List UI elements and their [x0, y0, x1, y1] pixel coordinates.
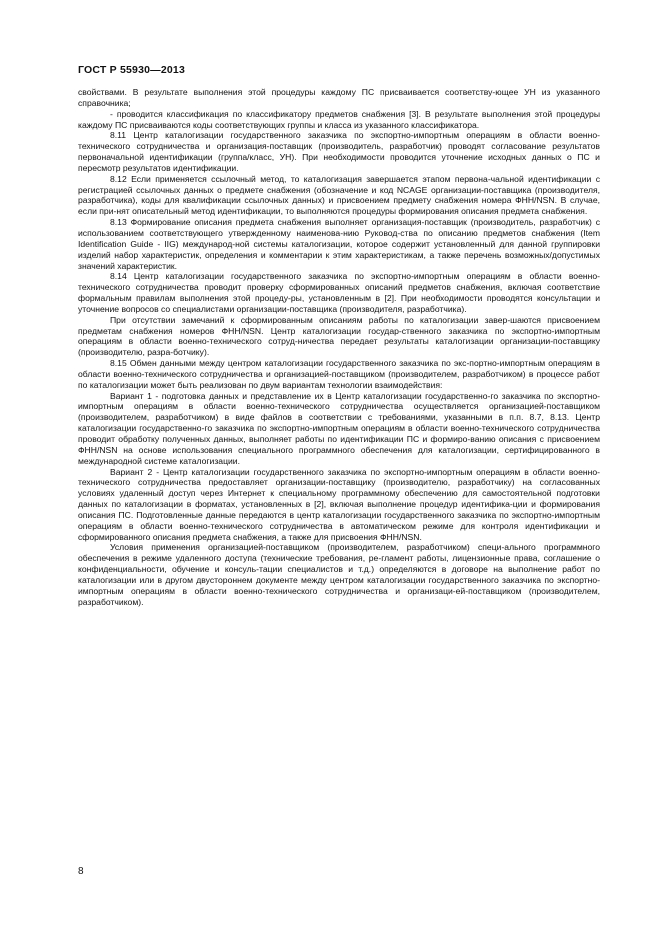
paragraph: 8.12 Если применяется ссылочный метод, то каталогизация завершается этапом первона-чальной идентификации с регистрацией ссылочных данных о предмете снабжения (обозначение и код NCAGE организации-поставщика (производителя, разработчика), коды для квалификации ссылочных данных) и присвоением предмету снабжения номера ФНН/NSN. В случае, если при-нят описательный метод идентификации, то выполняются процедуры формирования описания предмета снабжения.: [78, 173, 600, 217]
paragraph: Вариант 2 - Центр каталогизации государственного заказчика по экспортно-импортным операциям в области военно-технического сотрудничества предоставляет организации-поставщику (производителю, разработчику) на согласованных условиях удаленный доступ через Интернет к специальному программному обеспечению для самостоятельной подготовки данных по каталогизации в форматах, установленных в [2], включая выполнение процедур идентифика-ции и формирования описания ПС. Подготовленные данные передаются в центр каталогизации государственного заказчика по экспортно-импортным операциям в области военно-технического сотрудничества в автоматическом режиме для контроля идентификации и сформированного описания предмета снабжения, а также для присвоения ФНН/NSN.: [78, 466, 600, 542]
page-number: 8: [78, 866, 84, 877]
paragraph: Условия применения организацией-поставщиком (производителем, разработчиком) специ-ального программного обеспечения в режиме удаленного доступа (технические требования, ре-гламент работы, лицензионные права, соглашение о конфиденциальности, обучение и консуль-тации специалистов и т.д.) определяются в договоре на выполнение работ по каталогизации или в другом двустороннем документе между центром каталогизации государственного заказчика по экспортно-импортным операциям в области военно-технического сотрудничества и организаци-ей-поставщиком (производителем, разработчиком).: [78, 542, 600, 607]
paragraph: свойствами. В результате выполнения этой процедуры каждому ПС присваивается соответству-ющее УН из указанного справочника;: [78, 87, 600, 108]
paragraph: Вариант 1 - подготовка данных и представление их в Центр каталогизации государственно-го заказчика по экспортно-импортным операциям в области военно-технического сотрудничества осуществляется организацией-поставщиком (производителем, разработчиком) в виде файлов в соответствии с требованиями, указанными в п.п. 8.7, 8.13. Центр каталогизации государственно-го заказчика по экспортно-импортным операциям в области военно-технического сотрудничества проводит обработку полученных данных, выполняет работы по идентификации ПС и формиро-ванию описания с присвоением ФНН/NSN на основе использования специального программного обеспечения для каталогизации, сертифицированного в международной системе каталогизации.: [78, 390, 600, 466]
paragraph: 8.14 Центр каталогизации государственного заказчика по экспортно-импортным операциям в области военно-технического сотрудничества проводит проверку сформированных описаний предметов снабжения, включая соответствие формальным правилам выполнения этой процеду-ры, установленным в [2]. При необходимости проводятся консультации и уточнение вопросов со специалистами организации-поставщика (производителя, разработчика).: [78, 271, 600, 314]
paragraph: При отсутствии замечаний к сформированным описаниям работы по каталогизации завер-шаются присвоением предметам снабжения номеров ФНН/NSN. Центр каталогизации государ-ственного заказчика по экспортно-импортным операциям в области военно-технического сотруд-ничества передает результаты каталогизации организации-поставщику (производителю, разра-ботчику).: [78, 314, 600, 358]
paragraph: 8.11 Центр каталогизации государственного заказчика по экспортно-импортным операциям в области военно-технического сотрудничества и организация-поставщик (производитель, разработчик) проводят согласование результатов первоначальной идентификации (группа/класс, УН). При необходимости проводится уточнение исходных данных о ПС и пересмотр результатов идентификации.: [78, 130, 600, 173]
paragraph: - проводится классификация по классификатору предметов снабжения [3]. В результате выполнения этой процедуры каждому ПС присваиваются коды соответствующих группы и класса из указанного классификатора.: [78, 108, 600, 130]
paragraph: 8.13 Формирование описания предмета снабжения выполняет организация-поставщик (производитель, разработчик) с использованием соответствующего утвержденному наименова-нию Руковод-ства по описанию предметов снабжения (Item Identification Guide - IIG) международ-ной системы каталогизации, которое содержит установленный для данной группировки изделий набор характеристик, определения и комментарии к этим характеристикам, а также перечень возможных/допустимых значений характеристик.: [78, 217, 600, 271]
document-header: ГОСТ Р 55930—2013: [78, 64, 186, 76]
paragraph: 8.15 Обмен данными между центром каталогизации государственного заказчика по экс-портно-импортным операциям в области военно-технического сотрудничества и организацией-поставщиком (производителем, разработчиком) в процессе работ по каталогизации может быть реализован по двум вариантам технологии взаимодействия:: [78, 358, 600, 390]
document-body: [78, 87, 600, 608]
